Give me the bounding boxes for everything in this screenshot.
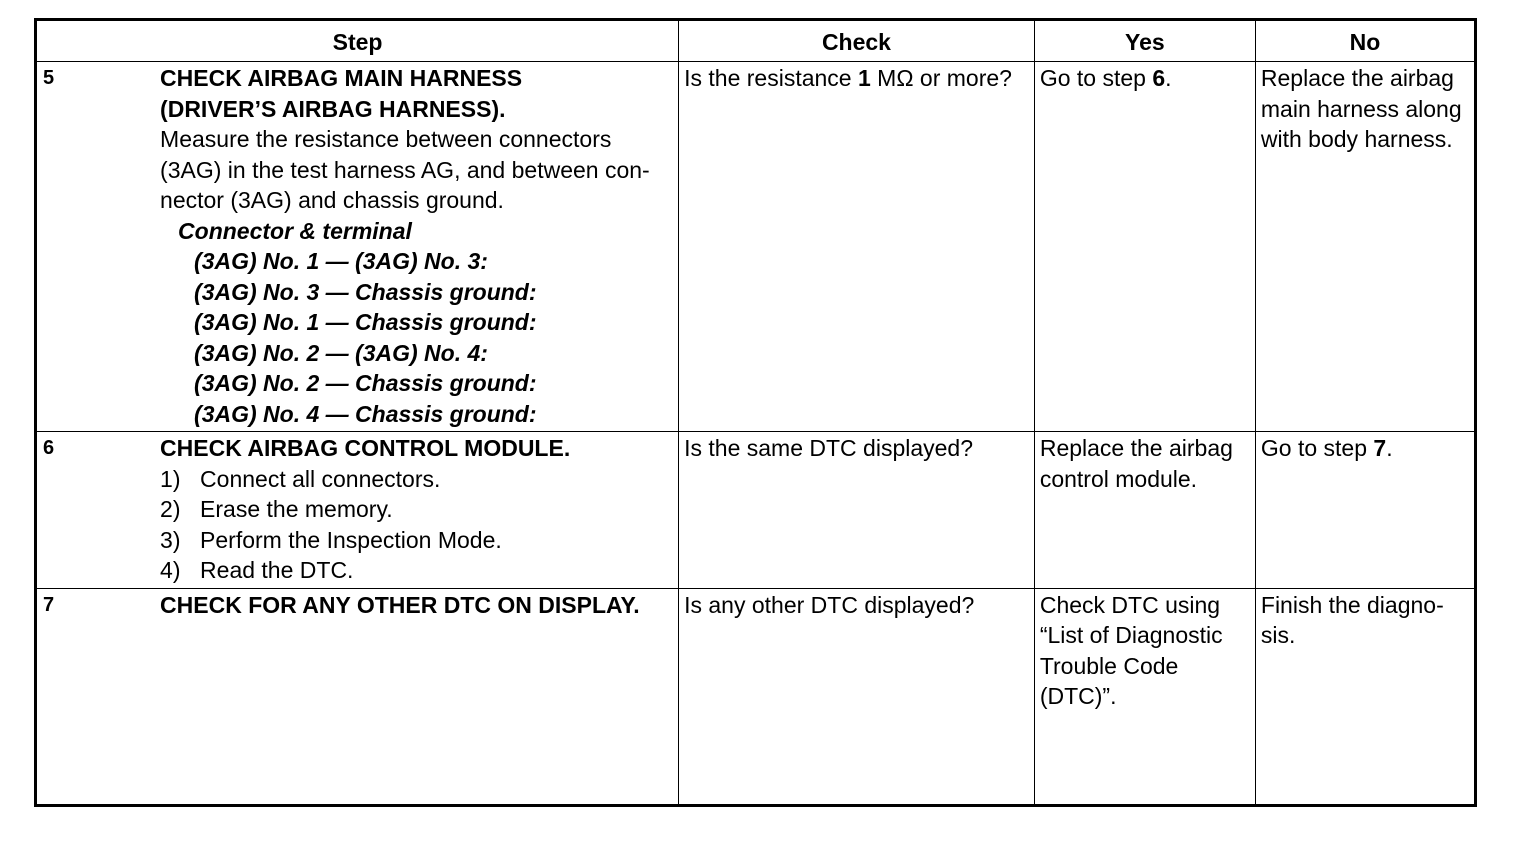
table-header-row (36, 20, 1476, 62)
connector-terminal-item: (3AG) No. 3 — Chassis ground: (194, 278, 537, 305)
sub-step-index: 3) (160, 526, 181, 553)
step-number: 6 (36, 432, 151, 589)
no-step-ref: 7 (1373, 435, 1387, 461)
step-text-line: (3AG) in the test harness AG, and between con- (160, 156, 650, 183)
step-text-line: nector (3AG) and chassis ground. (160, 187, 504, 213)
no-text: Go to step (1260, 435, 1374, 461)
connector-terminal-item: (3AG) No. 2 — Chassis ground: (194, 370, 537, 396)
sub-step-text: Perform the Inspection Mode. (200, 526, 502, 553)
table-row (36, 62, 1476, 432)
header-yes: Yes (1034, 20, 1255, 62)
table-row (36, 432, 1476, 589)
diagnostic-procedure-table (34, 18, 1477, 807)
check-value: 1 (857, 65, 871, 91)
sub-step (160, 494, 674, 525)
no-cell: Replace the airbag main harness along with body harness. (1255, 62, 1475, 432)
sub-step-text: Read the DTC. (200, 557, 354, 583)
sub-step-text: Connect all connectors. (200, 465, 441, 492)
sub-step (160, 464, 674, 495)
header-step: Step (36, 20, 679, 62)
sub-step-text: Erase the memory. (200, 496, 393, 522)
connector-terminal-item: (3AG) No. 4 — Chassis ground: (194, 400, 537, 427)
no-cell (1255, 432, 1475, 589)
step-number: 5 (36, 62, 151, 432)
sub-step-index: 4) (160, 557, 181, 583)
check-cell (679, 62, 1035, 432)
no-cell: Finish the diagno-sis. (1255, 588, 1475, 805)
step-description (150, 588, 679, 805)
sub-step-index: 2) (160, 496, 181, 522)
step-description (150, 432, 679, 589)
step-text-line: Measure the resistance between connectors (160, 126, 612, 152)
table-row (36, 588, 1476, 805)
check-cell: Is any other DTC displayed? (679, 588, 1035, 805)
yes-period: . (1165, 65, 1172, 91)
step-description (150, 62, 679, 432)
check-cell: Is the same DTC displayed? (679, 432, 1035, 589)
sub-step (160, 555, 674, 586)
yes-step-ref: 6 (1152, 65, 1166, 91)
step-title: CHECK FOR ANY OTHER DTC ON DISPLAY. (160, 591, 640, 618)
yes-cell (1034, 62, 1255, 432)
yes-cell: Check DTC using “List of Diagnostic Trouble Code (DTC)”. (1034, 588, 1255, 805)
connector-terminal-item: (3AG) No. 1 — (3AG) No. 3: (194, 248, 488, 274)
header-no: No (1255, 20, 1475, 62)
step-number: 7 (36, 588, 151, 805)
step-title: CHECK AIRBAG MAIN HARNESS (160, 65, 523, 91)
step-title: CHECK AIRBAG CONTROL MODULE. (160, 435, 571, 461)
yes-text: Go to step (1039, 65, 1153, 91)
no-period: . (1386, 435, 1393, 461)
check-unit: MΩ or more? (870, 65, 1012, 91)
sub-step (160, 525, 674, 556)
step-title-continued: (DRIVER’S AIRBAG HARNESS). (160, 95, 506, 122)
connector-terminal-item: (3AG) No. 2 — (3AG) No. 4: (194, 339, 488, 366)
header-check: Check (679, 20, 1035, 62)
sub-step-index: 1) (160, 465, 181, 492)
check-text: Is the resistance (684, 65, 858, 91)
connector-terminal-item: (3AG) No. 1 — Chassis ground: (194, 309, 537, 335)
connector-heading: Connector & terminal (178, 217, 412, 244)
yes-cell: Replace the airbag control module. (1034, 432, 1255, 589)
